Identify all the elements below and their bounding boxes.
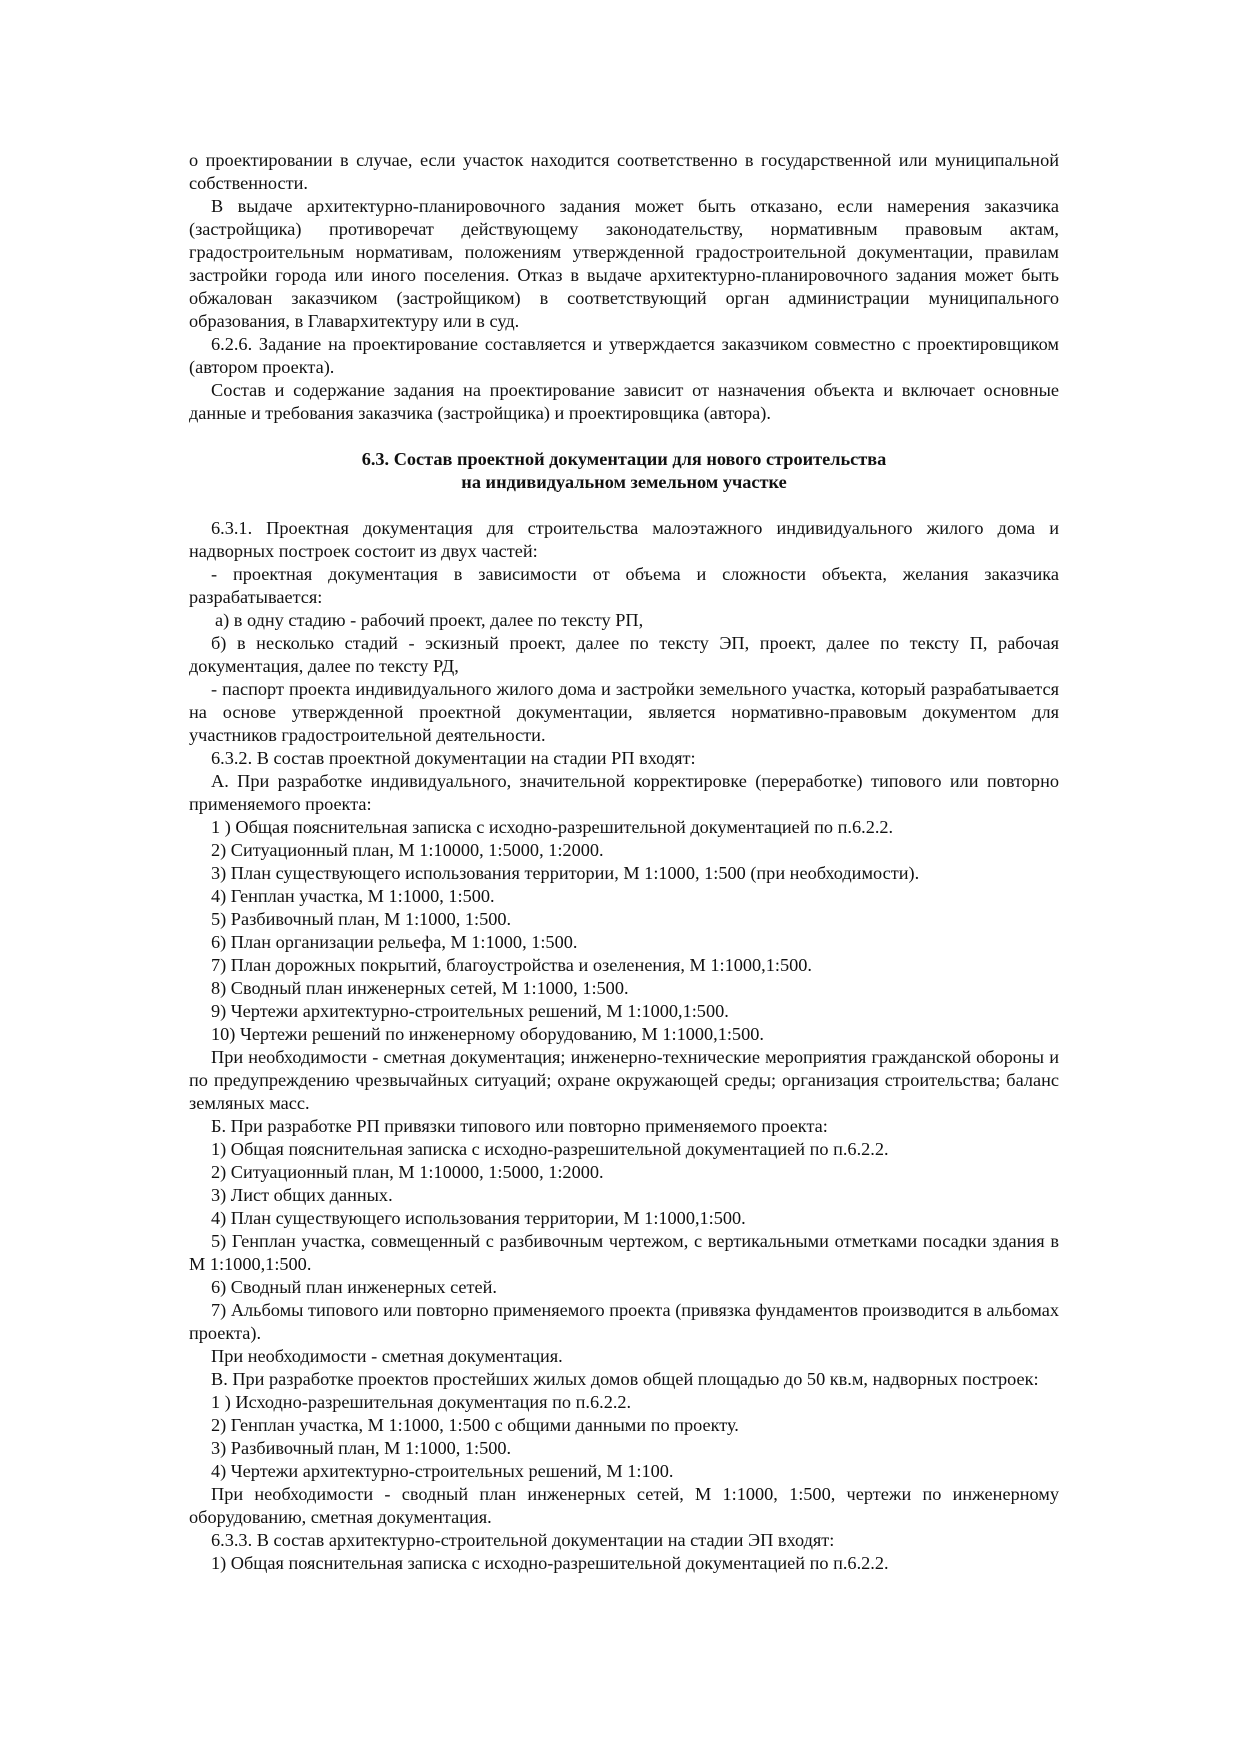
list-item: 7) Альбомы типового или повторно применяемого проекта (привязка фундаментов производится в альбомах проекта). xyxy=(189,1300,1059,1343)
paragraph: о проектировании в случае, если участок находится соответственно в государственной или муниципальной собственности. xyxy=(189,150,1059,193)
list-item: 3) План существующего использования территории, М 1:1000, 1:500 (при необходимости). xyxy=(211,863,920,883)
list-item: 10) Чертежи решений по инженерному оборудованию, М 1:1000,1:500. xyxy=(211,1024,764,1044)
list-item: б) в несколько стадий - эскизный проект, далее по тексту ЭП, проект, далее по тексту П, рабочая документация, далее по тексту РД, xyxy=(189,633,1059,676)
list-item: 3) Лист общих данных. xyxy=(211,1185,393,1205)
list-item: 4) Генплан участка, М 1:1000, 1:500. xyxy=(211,886,495,906)
paragraph: Б. При разработке РП привязки типового или повторно применяемого проекта: xyxy=(211,1116,828,1136)
list-item: 4) Чертежи архитектурно-строительных решений, М 1:100. xyxy=(211,1461,674,1481)
list-item: 9) Чертежи архитектурно-строительных решений, М 1:1000,1:500. xyxy=(211,1001,729,1021)
paragraph: При необходимости - сводный план инженерных сетей, М 1:1000, 1:500, чертежи по инженерному оборудованию, сметная документация. xyxy=(189,1484,1059,1527)
paragraph: Состав и содержание задания на проектирование зависит от назначения объекта и включает основные данные и требования заказчика (застройщика) и проектировщика (автора). xyxy=(189,380,1059,423)
paragraph: 6.2.6. Задание на проектирование составляется и утверждается заказчиком совместно с проектировщиком (автором проекта). xyxy=(189,334,1059,377)
list-item: 2) Ситуационный план, М 1:10000, 1:5000, 1:2000. xyxy=(211,1162,604,1182)
document-body xyxy=(189,149,1059,1575)
paragraph: А. При разработке индивидуального, значительной корректировке (переработке) типового или повторно применяемого проекта: xyxy=(189,771,1059,814)
list-item: 5) Генплан участка, совмещенный с разбивочным чертежом, с вертикальными отметками посадки здания в М 1:1000,1:500. xyxy=(189,1231,1059,1274)
paragraph: При необходимости - сметная документация; инженерно-технические мероприятия гражданской обороны и по предупреждению чрезвычайных ситуаций; охране окружающей среды; организация строительства; баланс земляных масс. xyxy=(189,1047,1059,1113)
section-heading-line-2: на индивидуальном земельном участке xyxy=(461,472,787,492)
list-item: 1) Общая пояснительная записка с исходно-разрешительной документацией по п.6.2.2. xyxy=(211,1553,889,1573)
list-item: 6) Сводный план инженерных сетей. xyxy=(211,1277,498,1297)
list-item: а) в одну стадию - рабочий проект, далее по тексту РП, xyxy=(215,610,644,630)
list-item: 2) Генплан участка, М 1:1000, 1:500 с общими данными по проекту. xyxy=(211,1415,739,1435)
paragraph: В. При разработке проектов простейших жилых домов общей площадью до 50 кв.м, надворных построек: xyxy=(211,1369,1039,1389)
section-heading-line-1: 6.3. Состав проектной документации для нового строительства xyxy=(361,449,887,469)
list-item: 1 ) Исходно-разрешительная документация по п.6.2.2. xyxy=(211,1392,632,1412)
list-item: 6) План организации рельефа, М 1:1000, 1:500. xyxy=(211,932,578,952)
list-item: 1) Общая пояснительная записка с исходно-разрешительной документацией по п.6.2.2. xyxy=(211,1139,889,1159)
list-item: 8) Сводный план инженерных сетей, М 1:1000, 1:500. xyxy=(211,978,629,998)
list-item: 7) План дорожных покрытий, благоустройства и озеленения, М 1:1000,1:500. xyxy=(211,955,812,975)
paragraph: 6.3.3. В состав архитектурно-строительной документации на стадии ЭП входят: xyxy=(211,1530,835,1550)
paragraph: - проектная документация в зависимости от объема и сложности объекта, желания заказчика разрабатывается: xyxy=(189,564,1059,607)
list-item: 5) Разбивочный план, М 1:1000, 1:500. xyxy=(211,909,512,929)
list-item: 1 ) Общая пояснительная записка с исходно-разрешительной документацией по п.6.2.2. xyxy=(211,817,894,837)
paragraph: 6.3.1. Проектная документация для строительства малоэтажного индивидуального жилого дома и надворных построек состоит из двух частей: xyxy=(189,518,1059,561)
paragraph: При необходимости - сметная документация. xyxy=(211,1346,563,1366)
list-item: 4) План существующего использования территории, М 1:1000,1:500. xyxy=(211,1208,746,1228)
paragraph: 6.3.2. В состав проектной документации на стадии РП входят: xyxy=(211,748,696,768)
paragraph: - паспорт проекта индивидуального жилого дома и застройки земельного участка, который разрабатывается на основе утвержденной проектной документации, является нормативно-правовым документом для участников градостроительной деятельности. xyxy=(189,679,1059,745)
list-item: 3) Разбивочный план, М 1:1000, 1:500. xyxy=(211,1438,512,1458)
paragraph: В выдаче архитектурно-планировочного задания может быть отказано, если намерения заказчика (застройщика) противоречат действующему законодательству, нормативным правовым актам, градостроительным нормативам, положениям утвержденной градостроительной документации, правилам застройки города или иного поселения. Отказ в выдаче архитектурно-планировочного задания может быть обжалован заказчиком (застройщиком) в соответствующий орган администрации муниципального образования, в Главархитектуру или в суд. xyxy=(189,196,1059,331)
section-heading xyxy=(189,448,1059,494)
list-item: 2) Ситуационный план, М 1:10000, 1:5000, 1:2000. xyxy=(211,840,604,860)
